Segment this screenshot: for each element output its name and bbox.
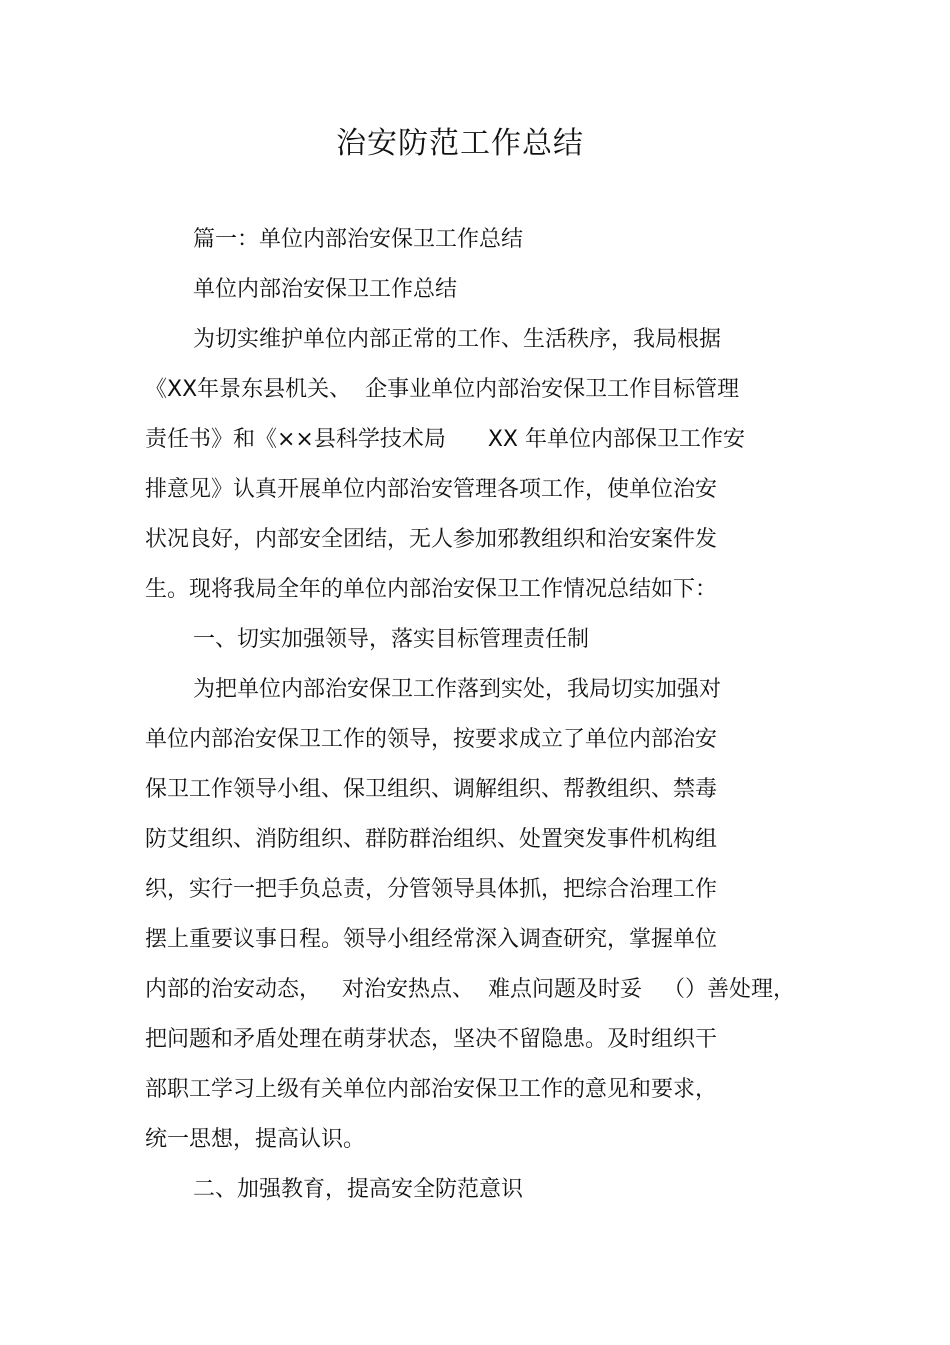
paragraph-line: 摆上重要议事日程。领导小组经常深入调查研究，掌握单位 xyxy=(145,927,718,952)
paragraph-line: 内部的治安动态， 对治安热点、 难点问题及时妥 （）善处理， xyxy=(145,977,795,1002)
paragraph-line: 防艾组织、消防组织、群防群治组织、处置突发事件机构组 xyxy=(145,827,718,852)
paragraph-line: 部职工学习上级有关单位内部治安保卫工作的意见和要求， xyxy=(145,1077,718,1102)
section-heading: 篇一：单位内部治安保卫工作总结 xyxy=(193,227,524,252)
section-heading: 二、加强教育，提高安全防范意识 xyxy=(193,1177,524,1202)
subtitle: 单位内部治安保卫工作总结 xyxy=(193,277,458,302)
paragraph-line: 把问题和矛盾处理在萌芽状态，坚决不留隐患。及时组织干 xyxy=(145,1027,718,1052)
paragraph-line: 保卫工作领导小组、保卫组织、调解组织、帮教组织、禁毒 xyxy=(145,777,718,802)
paragraph-line: 为把单位内部治安保卫工作落到实处，我局切实加强对 xyxy=(193,677,722,702)
paragraph-line: 《XX年景东县机关、 企事业单位内部治安保卫工作目标管理 xyxy=(145,377,740,402)
paragraph-line: 生。现将我局全年的单位内部治安保卫工作情况总结如下： xyxy=(145,577,718,602)
document-title: 治安防范工作总结 xyxy=(336,126,584,161)
paragraph-line: 织，实行一把手负总责，分管领导具体抓，把综合治理工作 xyxy=(145,877,718,902)
paragraph-line: 排意见》认真开展单位内部治安管理各项工作，使单位治安 xyxy=(145,477,718,502)
section-heading: 一、切实加强领导，落实目标管理责任制 xyxy=(193,627,590,652)
paragraph-line: 为切实维护单位内部正常的工作、生活秩序，我局根据 xyxy=(193,327,722,352)
paragraph-line: 状况良好，内部安全团结，无人参加邪教组织和治安案件发 xyxy=(145,527,718,552)
paragraph-line: 统一思想，提高认识。 xyxy=(145,1127,366,1152)
paragraph-line: 单位内部治安保卫工作的领导，按要求成立了单位内部治安 xyxy=(145,727,718,752)
paragraph-line: 责任书》和《××县科学技术局 XX 年单位内部保卫工作安 xyxy=(145,427,745,452)
